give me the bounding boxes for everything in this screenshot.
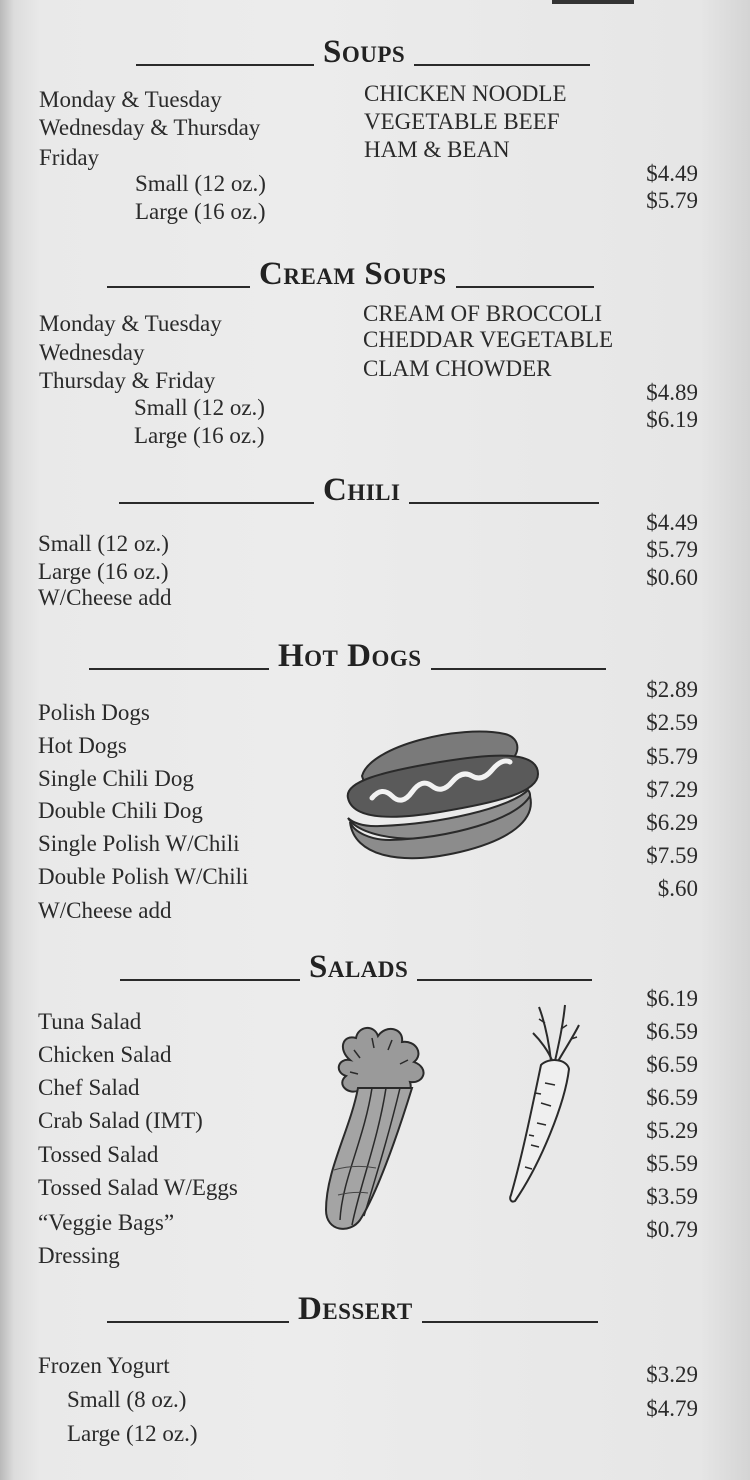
hot-dogs-title: Hot Dogs bbox=[278, 638, 422, 674]
chili-item: Small (12 oz.) bbox=[38, 531, 169, 556]
chili-price: $0.60 bbox=[646, 565, 698, 590]
hot-dogs-heading bbox=[89, 638, 606, 674]
dessert-price: $3.29 bbox=[646, 1362, 698, 1387]
salads-item: Crab Salad (IMT) bbox=[38, 1108, 203, 1133]
hot-dogs-item: W/Cheese add bbox=[38, 898, 172, 923]
hot-dogs-item: Double Chili Dog bbox=[38, 798, 203, 823]
salads-price: $0.79 bbox=[646, 1217, 698, 1242]
cream-soups-day: Wednesday bbox=[39, 340, 145, 365]
hot-dogs-price: $7.29 bbox=[646, 777, 698, 802]
salads-price: $5.59 bbox=[646, 1151, 698, 1176]
soups-size: Large (16 oz.) bbox=[135, 199, 266, 224]
soups-item: HAM & BEAN bbox=[364, 137, 510, 162]
cream-soups-day: Monday & Tuesday bbox=[39, 311, 222, 336]
soups-heading bbox=[136, 34, 590, 70]
heading-rule-right bbox=[431, 668, 606, 670]
cream-soups-heading bbox=[107, 256, 594, 292]
cream-soups-item: CREAM OF BROCCOLI bbox=[363, 301, 602, 326]
cream-soups-day: Thursday & Friday bbox=[39, 368, 216, 393]
soups-day: Friday bbox=[39, 145, 100, 170]
salads-price: $3.59 bbox=[646, 1184, 698, 1209]
soups-item: CHICKEN NOODLE bbox=[364, 81, 567, 106]
cream-soups-item: CHEDDAR VEGETABLE bbox=[363, 327, 614, 352]
celery-icon bbox=[320, 1020, 440, 1235]
chili-item: Large (16 oz.) bbox=[38, 559, 169, 584]
salads-heading bbox=[120, 949, 592, 985]
salads-item: “Veggie Bags” bbox=[38, 1210, 175, 1235]
salads-price: $6.59 bbox=[646, 1085, 698, 1110]
heading-rule-right bbox=[414, 64, 590, 66]
salads-item: Chef Salad bbox=[38, 1075, 140, 1100]
salads-item: Chicken Salad bbox=[38, 1042, 172, 1067]
heading-rule-left bbox=[107, 1321, 289, 1323]
page-tab-edge bbox=[552, 0, 634, 4]
chili-price: $5.79 bbox=[646, 537, 698, 562]
hot-dogs-item: Single Chili Dog bbox=[38, 766, 194, 791]
salads-price: $6.59 bbox=[646, 1052, 698, 1077]
heading-rule-left bbox=[107, 286, 250, 288]
salads-title: Salads bbox=[309, 949, 409, 985]
cream-soups-title: Cream Soups bbox=[259, 256, 447, 292]
soups-item: VEGETABLE BEEF bbox=[364, 109, 560, 134]
salads-price: $6.59 bbox=[646, 1019, 698, 1044]
heading-rule-left bbox=[120, 979, 300, 981]
hot-dogs-item: Polish Dogs bbox=[38, 700, 150, 725]
heading-rule-right bbox=[417, 979, 592, 981]
soups-price: $4.49 bbox=[646, 161, 698, 186]
hot-dogs-price: $2.59 bbox=[646, 710, 698, 735]
salads-item: Tossed Salad W/Eggs bbox=[38, 1175, 238, 1200]
hot-dogs-item: Single Polish W/Chili bbox=[38, 831, 240, 856]
heading-rule-right bbox=[422, 1321, 598, 1323]
salads-item: Tuna Salad bbox=[38, 1009, 142, 1034]
soups-size: Small (12 oz.) bbox=[135, 171, 266, 196]
dessert-price: $4.79 bbox=[646, 1396, 698, 1421]
heading-rule-right bbox=[456, 286, 594, 288]
hot-dogs-price: $.60 bbox=[657, 876, 698, 901]
salads-price: $5.29 bbox=[646, 1118, 698, 1143]
dessert-title: Dessert bbox=[298, 1291, 413, 1327]
cream-soups-size: Small (12 oz.) bbox=[134, 395, 265, 420]
heading-rule-left bbox=[119, 502, 314, 504]
soups-day: Monday & Tuesday bbox=[39, 87, 222, 112]
hot-dogs-price: $2.89 bbox=[646, 677, 698, 702]
soups-day: Wednesday & Thursday bbox=[39, 115, 261, 140]
dessert-heading bbox=[107, 1291, 598, 1327]
chili-item: W/Cheese add bbox=[38, 585, 172, 610]
heading-rule-left bbox=[89, 668, 269, 670]
salads-item: Dressing bbox=[38, 1243, 120, 1268]
hot-dogs-item: Double Polish W/Chili bbox=[38, 864, 249, 889]
cream-soups-price: $4.89 bbox=[646, 380, 698, 405]
hot-dog-icon bbox=[340, 728, 545, 868]
cream-soups-price: $6.19 bbox=[646, 407, 698, 432]
soups-price: $5.79 bbox=[646, 188, 698, 213]
cream-soups-size: Large (16 oz.) bbox=[134, 423, 265, 448]
hot-dogs-price: $6.29 bbox=[646, 810, 698, 835]
soups-title: Soups bbox=[323, 34, 406, 70]
dessert-item: Frozen Yogurt bbox=[38, 1353, 170, 1378]
chili-heading bbox=[119, 472, 599, 508]
salads-price: $6.19 bbox=[646, 986, 698, 1011]
salads-item: Tossed Salad bbox=[38, 1142, 159, 1167]
cream-soups-item: CLAM CHOWDER bbox=[363, 356, 552, 381]
hot-dogs-price: $5.79 bbox=[646, 744, 698, 769]
hot-dogs-item: Hot Dogs bbox=[38, 733, 127, 758]
dessert-size: Large (12 oz.) bbox=[67, 1421, 198, 1446]
chili-price: $4.49 bbox=[646, 510, 698, 535]
heading-rule-right bbox=[409, 502, 599, 504]
heading-rule-left bbox=[136, 64, 314, 66]
hot-dogs-price: $7.59 bbox=[646, 843, 698, 868]
chili-title: Chili bbox=[323, 472, 401, 508]
carrot-icon bbox=[505, 1003, 590, 1208]
dessert-size: Small (8 oz.) bbox=[67, 1387, 187, 1412]
